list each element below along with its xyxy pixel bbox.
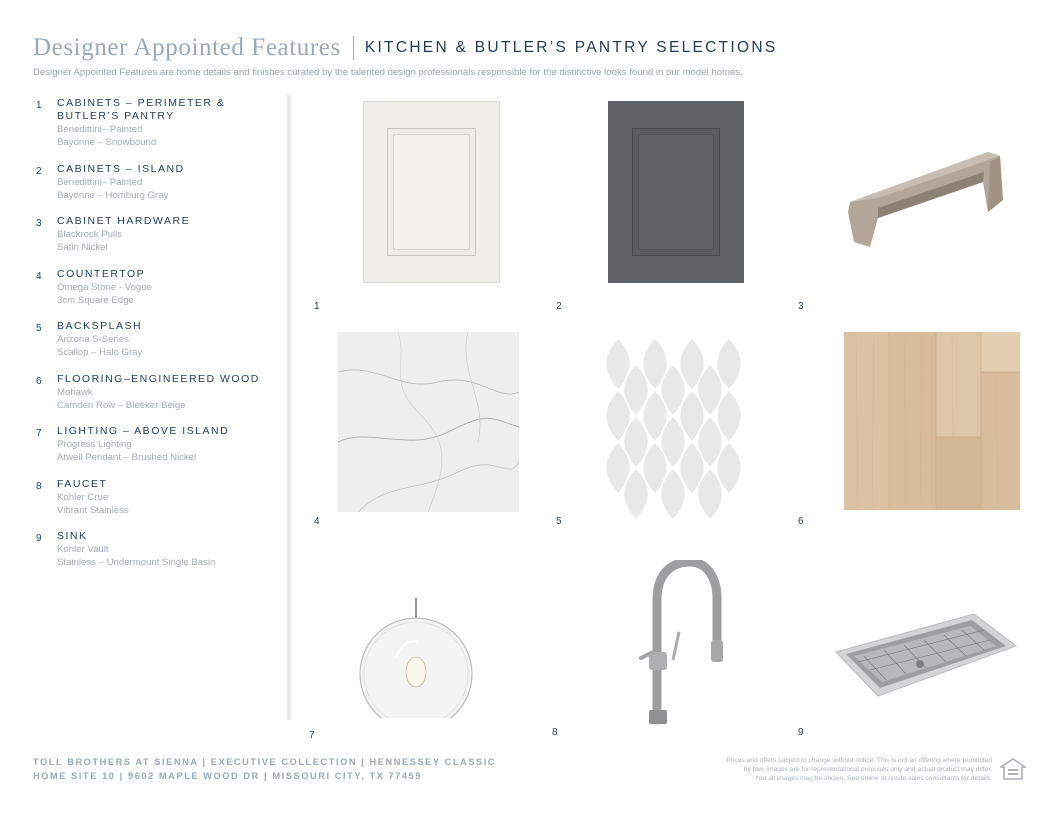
countertop-image bbox=[338, 332, 519, 512]
item-title: SINK bbox=[57, 530, 88, 542]
item-detail: Scallop – Halo Gray bbox=[57, 347, 143, 358]
address-line: HOME SITE 10 | 9602 MAPLE WOOD DR | MISSOURI CITY, TX 77459 bbox=[33, 771, 423, 781]
item-title: CABINET HARDWARE bbox=[57, 215, 191, 227]
item-detail: Progress Lighting bbox=[57, 439, 132, 450]
item-detail: Atwell Pendant – Brushed Nickel bbox=[57, 452, 197, 463]
item-number: 5 bbox=[36, 323, 42, 334]
image-number: 8 bbox=[552, 727, 558, 738]
disclaimer bbox=[662, 756, 992, 783]
list-item bbox=[36, 373, 276, 412]
list-item bbox=[36, 530, 276, 569]
item-number: 6 bbox=[36, 375, 42, 387]
image-number: 2 bbox=[556, 301, 562, 312]
title-row bbox=[33, 34, 1023, 62]
item-detail: Kohler Vault bbox=[57, 544, 109, 555]
item-detail: Arizona S-Series bbox=[57, 334, 129, 345]
intro-text: Designer Appointed Features are home details and finishes curated by the talented design professionals responsible for the distinctive looks found in our model homes. bbox=[33, 67, 743, 78]
disclaimer-line: by law. Images are for representational purposes only and actual product may differ. bbox=[743, 766, 992, 773]
cabinet-door-gray-image bbox=[608, 101, 744, 283]
item-title: COUNTERTOP bbox=[57, 267, 146, 280]
item-detail: Benedittini– Painted bbox=[57, 176, 143, 188]
selection-list bbox=[36, 97, 276, 583]
image-number: 5 bbox=[556, 516, 562, 527]
image-number: 9 bbox=[798, 727, 804, 738]
page-title: Designer Appointed Features bbox=[33, 34, 341, 61]
item-detail: Bayonne – Snowbound bbox=[57, 137, 157, 148]
item-title: LIGHTING – ABOVE ISLAND bbox=[57, 425, 230, 437]
item-number: 3 bbox=[36, 218, 42, 229]
item-detail: Omega Stone - Vogue bbox=[57, 281, 152, 293]
item-detail: Vibrant Stainless bbox=[57, 504, 129, 516]
equal-housing-opportunity-icon bbox=[1000, 758, 1026, 782]
list-item bbox=[36, 425, 276, 464]
disclaimer-line: Prices and offers subject to change without notice. This is not an offering where prohibited bbox=[726, 757, 992, 764]
item-number: 8 bbox=[36, 480, 42, 492]
cabinet-door-white-image bbox=[363, 101, 500, 283]
item-title: BACKSPLASH bbox=[57, 320, 143, 332]
item-detail: 3cm Square Edge bbox=[57, 294, 134, 306]
disclaimer-line: Not all images may be shown. See online or onsite sales consultants for details. bbox=[755, 775, 992, 782]
item-title: FLOORING–ENGINEERED WOOD bbox=[57, 372, 260, 385]
vertical-divider bbox=[287, 95, 291, 720]
image-number: 3 bbox=[798, 301, 804, 312]
image-number: 7 bbox=[309, 730, 315, 741]
sink-image bbox=[834, 612, 1018, 704]
item-title: FAUCET bbox=[57, 477, 108, 490]
item-number: 9 bbox=[36, 533, 42, 544]
page-subtitle: KITCHEN & BUTLER’S PANTRY SELECTIONS bbox=[364, 39, 778, 56]
item-detail: Benedittini– Painted bbox=[57, 124, 143, 135]
list-item bbox=[36, 268, 276, 307]
item-number: 7 bbox=[36, 428, 42, 439]
pendant-light-image bbox=[356, 598, 476, 718]
cabinet-pull-image bbox=[838, 142, 1010, 254]
item-detail: Blackrock Pulls bbox=[57, 229, 123, 240]
item-detail: Bayonne – Homburg Gray bbox=[57, 189, 169, 201]
item-title: CABINETS – PERIMETER & BUTLER’S PANTRY bbox=[57, 97, 226, 122]
title-divider bbox=[353, 36, 354, 60]
backsplash-tile-image bbox=[598, 338, 750, 530]
list-item bbox=[36, 215, 276, 254]
list-item bbox=[36, 478, 276, 517]
image-number: 6 bbox=[798, 516, 804, 527]
image-number: 4 bbox=[314, 516, 320, 527]
item-detail: Camden Row – Bleeker Beige bbox=[57, 399, 186, 411]
image-number: 1 bbox=[314, 301, 320, 312]
list-item bbox=[36, 163, 276, 202]
community-info bbox=[33, 755, 496, 783]
list-item bbox=[36, 320, 276, 359]
faucet-image bbox=[635, 560, 727, 728]
item-detail: Satin Nickel bbox=[57, 242, 108, 253]
wood-flooring-image bbox=[844, 332, 1020, 510]
list-item bbox=[36, 97, 276, 149]
item-number: 1 bbox=[36, 100, 42, 111]
item-detail: Kohler Crue bbox=[57, 491, 109, 503]
item-detail: Mohawk bbox=[57, 386, 93, 398]
item-detail: Stainless – Undermount Single Basin bbox=[57, 557, 216, 568]
community-line: TOLL BROTHERS AT SIENNA | EXECUTIVE COLLECTION | HENNESSEY CLASSIC bbox=[33, 757, 497, 767]
item-number: 2 bbox=[36, 165, 42, 177]
item-title: CABINETS – ISLAND bbox=[57, 162, 185, 175]
item-number: 4 bbox=[36, 270, 42, 282]
page-header bbox=[33, 34, 1023, 78]
